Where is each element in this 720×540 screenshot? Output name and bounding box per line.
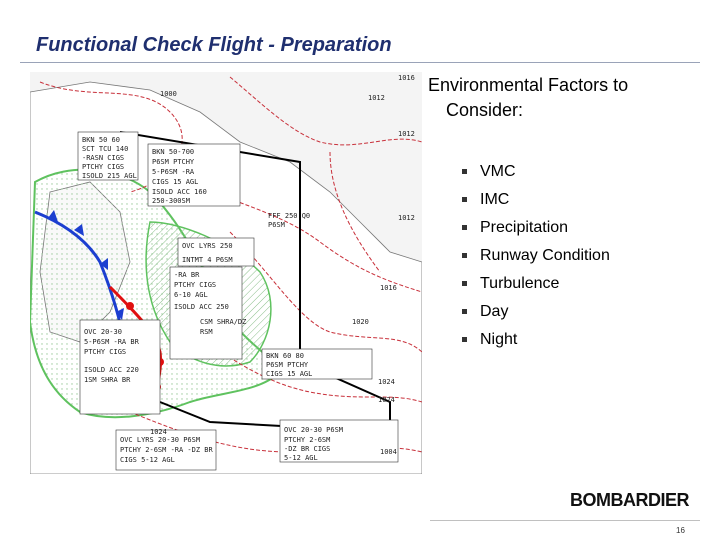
map-annotation: 5-P6SM -RA: [152, 168, 195, 176]
factors-heading-line2: Consider:: [446, 100, 524, 120]
factor-item: [462, 158, 610, 186]
map-annotation: ISOLD ACC 220: [84, 366, 139, 374]
weather-map-svg: [30, 72, 422, 474]
isobar-label: 1012: [368, 94, 385, 102]
factor-item: [462, 298, 610, 326]
bombardier-logo: BOMBARDIER: [570, 490, 689, 510]
page-number: 16: [676, 526, 685, 535]
map-annotation: ISOLD 215 AGL: [82, 172, 137, 180]
map-annotation: RSM: [200, 328, 213, 336]
map-annotation: 6-10 AGL: [174, 291, 208, 299]
factors-heading: [428, 73, 708, 123]
bullet-icon: [462, 169, 467, 174]
map-annotation: BKN 50-700: [152, 148, 195, 156]
map-annotation: PTCHY CIGS: [84, 348, 127, 356]
factor-label: Runway Condition: [480, 247, 610, 264]
bullet-icon: [462, 225, 467, 230]
slide-title: Functional Check Flight - Preparation: [36, 34, 392, 56]
factor-list: [462, 158, 610, 354]
map-annotation: OVC LYRS 250: [182, 242, 233, 250]
map-annotation: ISOLD ACC 250: [174, 303, 229, 311]
isobar-label: 1016: [380, 284, 397, 292]
factors-heading-line1: Environmental Factors to: [428, 75, 629, 95]
map-annotation: FFF 250 Q0: [268, 212, 311, 220]
factor-item: [462, 270, 610, 298]
factor-label: Day: [480, 303, 509, 320]
map-annotation: PTCHY CIGS: [174, 281, 217, 289]
isobar-label: 1000: [160, 90, 177, 98]
map-annotation: CIGS 15 AGL: [266, 370, 313, 378]
bullet-icon: [462, 197, 467, 202]
map-annotation: 5-P6SM -RA BR: [84, 338, 139, 346]
map-annotation: 250-300SM: [152, 197, 190, 205]
factor-label: Night: [480, 331, 518, 348]
map-annotation: P6SM PTCHY: [152, 158, 195, 166]
isobar-label: 1024: [378, 396, 395, 404]
bullet-icon: [462, 337, 467, 342]
map-annotation: BKN 60 80: [266, 352, 304, 360]
map-annotation: 1SM SHRA BR: [84, 376, 131, 384]
map-annotation: OVC 20-30: [84, 328, 122, 336]
title-divider: [20, 62, 700, 63]
isobar-label: 1016: [398, 74, 415, 82]
factor-label: Turbulence: [480, 275, 560, 292]
map-annotation: CIGS 15 AGL: [152, 178, 199, 186]
isobar-label: 1004: [380, 448, 397, 456]
isobar-label: 1024: [150, 428, 167, 436]
map-annotation: SCT TCU 140: [82, 145, 129, 153]
map-annotation: OVC 20-30 P6SM: [284, 426, 344, 434]
factor-item: [462, 214, 610, 242]
map-annotation: OVC LYRS 20-30 P6SM: [120, 436, 201, 444]
map-annotation: CIGS 5-12 AGL: [120, 456, 175, 464]
map-annotation: CSM SHRA/DZ: [200, 318, 247, 326]
map-annotation: P6SM PTCHY: [266, 361, 309, 369]
factor-label: VMC: [480, 163, 516, 180]
map-annotation: PTCHY 2-6SM -RA -DZ BR: [120, 446, 213, 454]
map-annotation: ISOLD ACC 160: [152, 188, 207, 196]
map-annotation: -RA BR: [174, 271, 200, 279]
isobar-label: 1020: [352, 318, 369, 326]
map-annotation: BKN 50 60: [82, 136, 120, 144]
bullet-icon: [462, 309, 467, 314]
map-annotation: PTCHY CIGS: [82, 163, 125, 171]
factor-label: Precipitation: [480, 219, 569, 236]
map-annotation: P6SM: [268, 221, 285, 229]
footer-divider: [430, 520, 700, 521]
factor-item: [462, 242, 610, 270]
bullet-icon: [462, 253, 467, 258]
bullet-icon: [462, 281, 467, 286]
factor-label: IMC: [480, 191, 510, 208]
map-annotation: PTCHY 2-6SM: [284, 436, 331, 444]
factor-item: [462, 326, 610, 354]
isobar-label: 1012: [398, 214, 415, 222]
map-annotation: -RASN CIGS: [82, 154, 125, 162]
isobar-label: 1024: [378, 378, 395, 386]
map-annotation: INTMT 4 P6SM: [182, 256, 233, 264]
map-annotation: 5-12 AGL: [284, 454, 318, 462]
map-annotation: -DZ BR CIGS: [284, 445, 331, 453]
weather-chart: [30, 72, 422, 474]
isobar-label: 1012: [398, 130, 415, 138]
factor-item: [462, 186, 610, 214]
